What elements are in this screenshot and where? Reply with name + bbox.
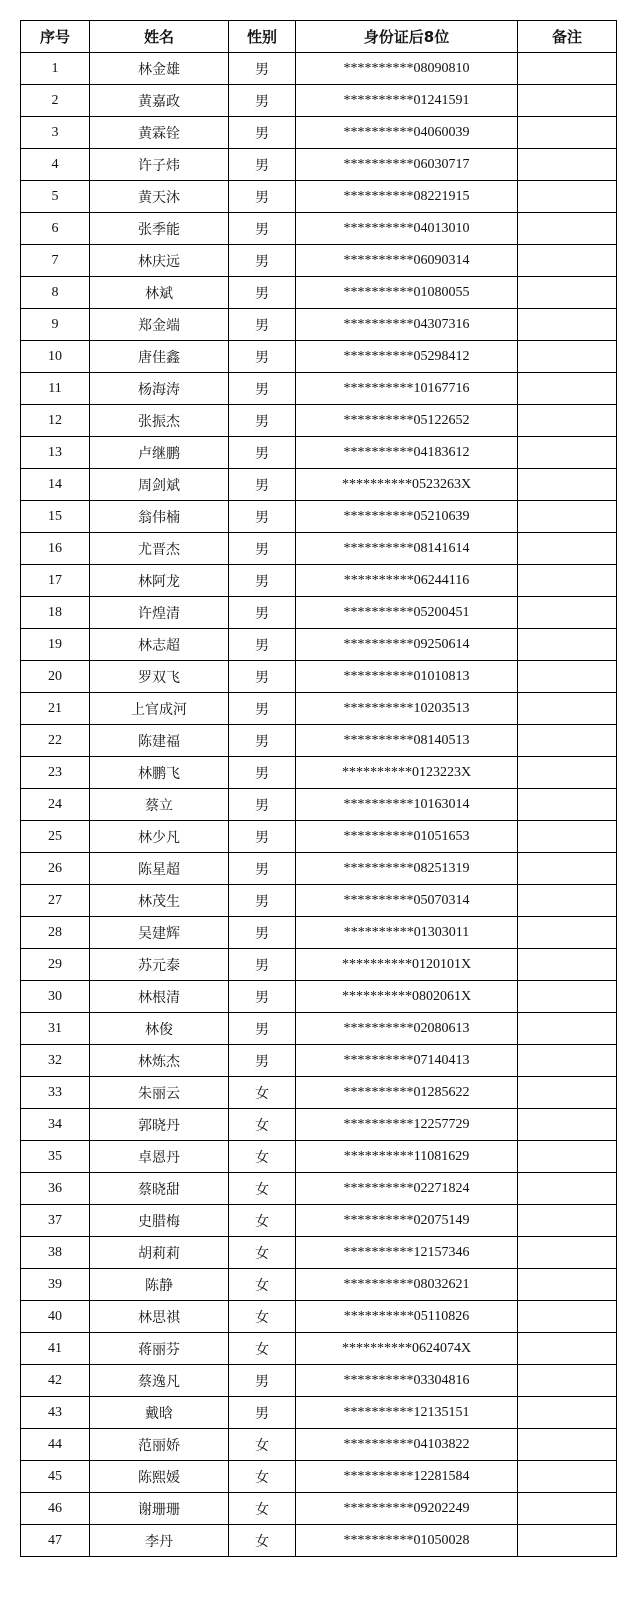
cell-name: 林思祺 (90, 1301, 229, 1333)
cell-gender: 男 (229, 981, 296, 1013)
cell-gender: 男 (229, 53, 296, 85)
cell-name: 蔡晓甜 (90, 1173, 229, 1205)
cell-remarks (518, 533, 617, 565)
table-row (21, 565, 617, 597)
table-row (21, 1045, 617, 1077)
cell-remarks (518, 981, 617, 1013)
cell-id-last8: **********05070314 (296, 885, 518, 917)
cell-id-last8: **********10167716 (296, 373, 518, 405)
cell-remarks (518, 629, 617, 661)
cell-seq: 5 (21, 181, 90, 213)
table-row (21, 1365, 617, 1397)
cell-gender: 女 (229, 1333, 296, 1365)
cell-name: 蒋丽芬 (90, 1333, 229, 1365)
cell-remarks (518, 1301, 617, 1333)
cell-remarks (518, 277, 617, 309)
cell-seq: 27 (21, 885, 90, 917)
cell-id-last8: **********05210639 (296, 501, 518, 533)
table-row (21, 213, 617, 245)
cell-remarks (518, 693, 617, 725)
cell-gender: 男 (229, 117, 296, 149)
cell-seq: 20 (21, 661, 90, 693)
cell-seq: 3 (21, 117, 90, 149)
cell-name: 尤晋杰 (90, 533, 229, 565)
cell-gender: 男 (229, 405, 296, 437)
cell-remarks (518, 853, 617, 885)
cell-gender: 男 (229, 789, 296, 821)
table-row (21, 245, 617, 277)
cell-gender: 男 (229, 245, 296, 277)
cell-remarks (518, 501, 617, 533)
cell-seq: 29 (21, 949, 90, 981)
cell-seq: 13 (21, 437, 90, 469)
cell-name: 蔡逸凡 (90, 1365, 229, 1397)
table-row (21, 1269, 617, 1301)
header-seq: 序号 (21, 21, 90, 53)
cell-gender: 女 (229, 1301, 296, 1333)
cell-seq: 21 (21, 693, 90, 725)
cell-gender: 男 (229, 1045, 296, 1077)
cell-gender: 男 (229, 917, 296, 949)
cell-id-last8: **********04307316 (296, 309, 518, 341)
cell-id-last8: **********04013010 (296, 213, 518, 245)
cell-remarks (518, 373, 617, 405)
cell-gender: 男 (229, 501, 296, 533)
cell-seq: 2 (21, 85, 90, 117)
cell-seq: 18 (21, 597, 90, 629)
cell-seq: 11 (21, 373, 90, 405)
table-row (21, 309, 617, 341)
cell-gender: 男 (229, 885, 296, 917)
header-row (21, 21, 617, 53)
cell-name: 李丹 (90, 1525, 229, 1557)
table-row (21, 885, 617, 917)
table-row (21, 1173, 617, 1205)
cell-name: 卢继鹏 (90, 437, 229, 469)
cell-remarks (518, 1109, 617, 1141)
cell-id-last8: **********05110826 (296, 1301, 518, 1333)
cell-remarks (518, 1205, 617, 1237)
cell-seq: 47 (21, 1525, 90, 1557)
cell-gender: 女 (229, 1141, 296, 1173)
cell-name: 黄天沐 (90, 181, 229, 213)
cell-id-last8: **********11081629 (296, 1141, 518, 1173)
table-row (21, 117, 617, 149)
table-row (21, 661, 617, 693)
cell-id-last8: **********05122652 (296, 405, 518, 437)
cell-seq: 41 (21, 1333, 90, 1365)
cell-seq: 1 (21, 53, 90, 85)
cell-gender: 男 (229, 437, 296, 469)
cell-seq: 45 (21, 1461, 90, 1493)
cell-gender: 男 (229, 373, 296, 405)
table-row (21, 1493, 617, 1525)
header-remarks: 备注 (518, 21, 617, 53)
cell-remarks (518, 661, 617, 693)
cell-remarks (518, 405, 617, 437)
cell-gender: 男 (229, 1397, 296, 1429)
cell-id-last8: **********12157346 (296, 1237, 518, 1269)
table-row (21, 53, 617, 85)
cell-remarks (518, 53, 617, 85)
table-row (21, 341, 617, 373)
cell-name: 郑金端 (90, 309, 229, 341)
cell-name: 林志超 (90, 629, 229, 661)
cell-name: 陈静 (90, 1269, 229, 1301)
header-id-last8: 身份证后8位 (296, 21, 518, 53)
cell-id-last8: **********01241591 (296, 85, 518, 117)
cell-remarks (518, 1173, 617, 1205)
table-row (21, 469, 617, 501)
cell-remarks (518, 1013, 617, 1045)
cell-name: 许煌清 (90, 597, 229, 629)
cell-gender: 男 (229, 661, 296, 693)
cell-remarks (518, 821, 617, 853)
cell-remarks (518, 1269, 617, 1301)
cell-name: 林金雄 (90, 53, 229, 85)
cell-id-last8: **********02075149 (296, 1205, 518, 1237)
cell-remarks (518, 1429, 617, 1461)
cell-remarks (518, 597, 617, 629)
table-row (21, 597, 617, 629)
cell-name: 黄霖铨 (90, 117, 229, 149)
cell-name: 上官成河 (90, 693, 229, 725)
table-row (21, 1301, 617, 1333)
cell-remarks (518, 1461, 617, 1493)
cell-name: 林庆远 (90, 245, 229, 277)
cell-remarks (518, 1237, 617, 1269)
cell-remarks (518, 565, 617, 597)
roster-table (20, 20, 617, 1557)
cell-name: 黄嘉政 (90, 85, 229, 117)
header-gender: 性别 (229, 21, 296, 53)
cell-id-last8: **********10163014 (296, 789, 518, 821)
cell-gender: 男 (229, 853, 296, 885)
cell-id-last8: **********04183612 (296, 437, 518, 469)
table-row (21, 1333, 617, 1365)
table-row (21, 149, 617, 181)
table-row (21, 437, 617, 469)
cell-seq: 24 (21, 789, 90, 821)
cell-id-last8: **********03304816 (296, 1365, 518, 1397)
cell-id-last8: **********02271824 (296, 1173, 518, 1205)
cell-id-last8: **********02080613 (296, 1013, 518, 1045)
cell-remarks (518, 245, 617, 277)
cell-name: 林根清 (90, 981, 229, 1013)
table-row (21, 917, 617, 949)
cell-seq: 38 (21, 1237, 90, 1269)
cell-gender: 男 (229, 597, 296, 629)
cell-id-last8: **********01080055 (296, 277, 518, 309)
cell-seq: 17 (21, 565, 90, 597)
cell-id-last8: **********06090314 (296, 245, 518, 277)
table-row (21, 757, 617, 789)
cell-name: 吴建辉 (90, 917, 229, 949)
cell-name: 陈熙媛 (90, 1461, 229, 1493)
table-row (21, 533, 617, 565)
table-row (21, 501, 617, 533)
cell-gender: 男 (229, 533, 296, 565)
cell-name: 戴晗 (90, 1397, 229, 1429)
cell-name: 林俊 (90, 1013, 229, 1045)
cell-seq: 46 (21, 1493, 90, 1525)
table-row (21, 1205, 617, 1237)
table-row (21, 629, 617, 661)
cell-gender: 男 (229, 213, 296, 245)
cell-gender: 男 (229, 725, 296, 757)
cell-name: 蔡立 (90, 789, 229, 821)
cell-remarks (518, 917, 617, 949)
cell-id-last8: **********01285622 (296, 1077, 518, 1109)
cell-id-last8: **********08251319 (296, 853, 518, 885)
cell-name: 唐佳鑫 (90, 341, 229, 373)
cell-id-last8: **********01051653 (296, 821, 518, 853)
cell-seq: 30 (21, 981, 90, 1013)
table-row (21, 1013, 617, 1045)
table-row (21, 1429, 617, 1461)
cell-seq: 6 (21, 213, 90, 245)
cell-remarks (518, 1077, 617, 1109)
cell-gender: 男 (229, 277, 296, 309)
cell-seq: 10 (21, 341, 90, 373)
cell-remarks (518, 469, 617, 501)
cell-remarks (518, 885, 617, 917)
table-body (21, 53, 617, 1557)
cell-id-last8: **********08221915 (296, 181, 518, 213)
cell-name: 林茂生 (90, 885, 229, 917)
cell-remarks (518, 341, 617, 373)
cell-remarks (518, 149, 617, 181)
cell-seq: 8 (21, 277, 90, 309)
cell-id-last8: **********09250614 (296, 629, 518, 661)
cell-gender: 女 (229, 1461, 296, 1493)
cell-name: 杨海涛 (90, 373, 229, 405)
table-row (21, 1077, 617, 1109)
cell-remarks (518, 437, 617, 469)
cell-gender: 男 (229, 629, 296, 661)
table-row (21, 85, 617, 117)
cell-gender: 女 (229, 1493, 296, 1525)
cell-remarks (518, 789, 617, 821)
cell-id-last8: **********0624074X (296, 1333, 518, 1365)
cell-name: 张振杰 (90, 405, 229, 437)
cell-seq: 7 (21, 245, 90, 277)
cell-remarks (518, 181, 617, 213)
cell-gender: 男 (229, 757, 296, 789)
cell-seq: 14 (21, 469, 90, 501)
table-row (21, 821, 617, 853)
cell-id-last8: **********12135151 (296, 1397, 518, 1429)
cell-id-last8: **********0802061X (296, 981, 518, 1013)
cell-id-last8: **********06244116 (296, 565, 518, 597)
cell-name: 胡莉莉 (90, 1237, 229, 1269)
cell-name: 林少凡 (90, 821, 229, 853)
cell-remarks (518, 1493, 617, 1525)
cell-id-last8: **********08090810 (296, 53, 518, 85)
cell-name: 陈建福 (90, 725, 229, 757)
cell-id-last8: **********09202249 (296, 1493, 518, 1525)
cell-seq: 34 (21, 1109, 90, 1141)
cell-id-last8: **********10203513 (296, 693, 518, 725)
cell-gender: 男 (229, 149, 296, 181)
cell-name: 苏元泰 (90, 949, 229, 981)
table-row (21, 405, 617, 437)
cell-id-last8: **********05200451 (296, 597, 518, 629)
cell-gender: 男 (229, 693, 296, 725)
table-row (21, 181, 617, 213)
cell-gender: 男 (229, 181, 296, 213)
cell-gender: 男 (229, 949, 296, 981)
cell-id-last8: **********01050028 (296, 1525, 518, 1557)
table-row (21, 1461, 617, 1493)
cell-gender: 男 (229, 1013, 296, 1045)
cell-name: 朱丽云 (90, 1077, 229, 1109)
cell-gender: 女 (229, 1237, 296, 1269)
cell-gender: 女 (229, 1269, 296, 1301)
cell-remarks (518, 85, 617, 117)
cell-gender: 男 (229, 85, 296, 117)
cell-name: 林鹏飞 (90, 757, 229, 789)
cell-id-last8: **********08141614 (296, 533, 518, 565)
cell-gender: 男 (229, 821, 296, 853)
cell-id-last8: **********0523263X (296, 469, 518, 501)
cell-id-last8: **********0123223X (296, 757, 518, 789)
table-row (21, 277, 617, 309)
cell-remarks (518, 1045, 617, 1077)
cell-seq: 43 (21, 1397, 90, 1429)
cell-seq: 25 (21, 821, 90, 853)
cell-seq: 44 (21, 1429, 90, 1461)
cell-remarks (518, 1397, 617, 1429)
cell-seq: 42 (21, 1365, 90, 1397)
cell-id-last8: **********07140413 (296, 1045, 518, 1077)
cell-gender: 男 (229, 565, 296, 597)
cell-gender: 男 (229, 1365, 296, 1397)
cell-seq: 31 (21, 1013, 90, 1045)
cell-seq: 26 (21, 853, 90, 885)
cell-remarks (518, 1333, 617, 1365)
cell-remarks (518, 1365, 617, 1397)
cell-gender: 女 (229, 1205, 296, 1237)
cell-id-last8: **********01303011 (296, 917, 518, 949)
cell-remarks (518, 1141, 617, 1173)
cell-gender: 女 (229, 1173, 296, 1205)
cell-gender: 男 (229, 469, 296, 501)
cell-remarks (518, 1525, 617, 1557)
cell-name: 林炼杰 (90, 1045, 229, 1077)
cell-name: 谢珊珊 (90, 1493, 229, 1525)
cell-seq: 35 (21, 1141, 90, 1173)
cell-seq: 12 (21, 405, 90, 437)
cell-seq: 9 (21, 309, 90, 341)
table-row (21, 1397, 617, 1429)
cell-name: 陈星超 (90, 853, 229, 885)
table-row (21, 853, 617, 885)
cell-gender: 男 (229, 341, 296, 373)
cell-remarks (518, 757, 617, 789)
cell-gender: 女 (229, 1429, 296, 1461)
cell-seq: 28 (21, 917, 90, 949)
cell-seq: 39 (21, 1269, 90, 1301)
cell-name: 张季能 (90, 213, 229, 245)
cell-id-last8: **********05298412 (296, 341, 518, 373)
table-row (21, 1237, 617, 1269)
cell-name: 罗双飞 (90, 661, 229, 693)
cell-id-last8: **********04103822 (296, 1429, 518, 1461)
header-name: 姓名 (90, 21, 229, 53)
table-row (21, 1525, 617, 1557)
table-header (21, 21, 617, 53)
cell-gender: 女 (229, 1525, 296, 1557)
cell-seq: 36 (21, 1173, 90, 1205)
cell-id-last8: **********01010813 (296, 661, 518, 693)
cell-seq: 16 (21, 533, 90, 565)
cell-name: 范丽娇 (90, 1429, 229, 1461)
cell-remarks (518, 725, 617, 757)
cell-id-last8: **********12257729 (296, 1109, 518, 1141)
cell-name: 许子炜 (90, 149, 229, 181)
cell-seq: 15 (21, 501, 90, 533)
cell-remarks (518, 309, 617, 341)
cell-seq: 22 (21, 725, 90, 757)
table-row (21, 789, 617, 821)
cell-id-last8: **********08032621 (296, 1269, 518, 1301)
cell-seq: 37 (21, 1205, 90, 1237)
cell-name: 林斌 (90, 277, 229, 309)
cell-remarks (518, 213, 617, 245)
table-row (21, 373, 617, 405)
table-row (21, 693, 617, 725)
cell-seq: 4 (21, 149, 90, 181)
cell-id-last8: **********12281584 (296, 1461, 518, 1493)
cell-seq: 40 (21, 1301, 90, 1333)
table-row (21, 949, 617, 981)
cell-gender: 女 (229, 1109, 296, 1141)
cell-name: 林阿龙 (90, 565, 229, 597)
table-row (21, 1109, 617, 1141)
cell-id-last8: **********0120101X (296, 949, 518, 981)
cell-remarks (518, 117, 617, 149)
cell-name: 周剑斌 (90, 469, 229, 501)
table-row (21, 981, 617, 1013)
cell-id-last8: **********06030717 (296, 149, 518, 181)
cell-id-last8: **********04060039 (296, 117, 518, 149)
cell-seq: 33 (21, 1077, 90, 1109)
cell-name: 翁伟楠 (90, 501, 229, 533)
table-row (21, 725, 617, 757)
cell-name: 卓恩丹 (90, 1141, 229, 1173)
table-row (21, 1141, 617, 1173)
cell-seq: 19 (21, 629, 90, 661)
cell-id-last8: **********08140513 (296, 725, 518, 757)
cell-remarks (518, 949, 617, 981)
cell-name: 郭晓丹 (90, 1109, 229, 1141)
cell-gender: 男 (229, 309, 296, 341)
cell-name: 史腊梅 (90, 1205, 229, 1237)
cell-seq: 32 (21, 1045, 90, 1077)
cell-seq: 23 (21, 757, 90, 789)
cell-gender: 女 (229, 1077, 296, 1109)
